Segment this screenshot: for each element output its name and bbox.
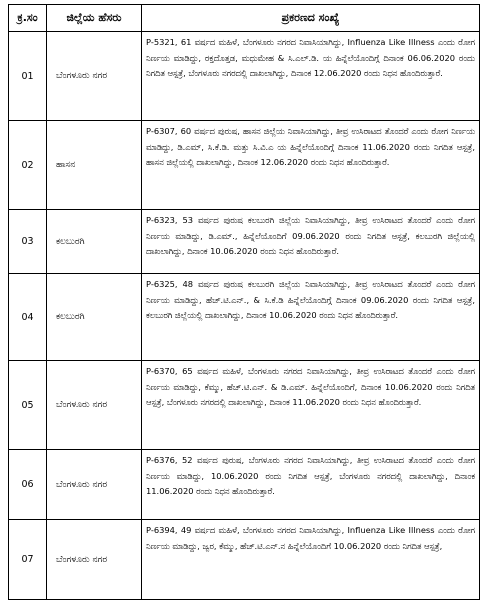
case-details-cell: P-6394, 49 ವರ್ಷದ ಮಹಿಳೆ, ಬೆಂಗಳೂರು ನಗರದ ನಿವಾಸಿಯಾಗಿದ್ದು, Influenza Like Illness ಎಂದು ರೋಗ ನಿರ್ಣಯ ಮಾಡಿದ್ದು, ಜ್ವರ, ಕೆಮ್ಮು, ಹೆಚ್.ಟಿ.ಎನ್.ನ ಹಿನ್ನೆಲೆಯೊಂದಿಗೆ 10.06.2020 ರಂದು ನಿಗದಿತ ಆಸ್ಪತ್ರೆ,	[142, 520, 480, 600]
header-serial-no: ಕ್ರ.ಸಂ	[9, 5, 47, 32]
table-row	[9, 210, 480, 274]
case-details-cell: P-6323, 53 ವರ್ಷದ ಪುರುಷ ಕಲಬುರಗಿ ಜಿಲ್ಲೆಯ ನಿವಾಸಿಯಾಗಿದ್ದು, ತೀವ್ರ ಉಸಿರಾಟದ ತೊಂದರೆ ಎಂದು ರೋಗ ನಿರ್ಣಯ ಮಾಡಿದ್ದು, ಡಿ.ಎಮ್., ಹಿನ್ನೆಲೆಯೊಂದಿಗೆ 09.06.2020 ರಂದು ನಿಗದಿತ ಆಸ್ಪತ್ರೆ, ಕಲಬುರಗಿ ಜಿಲ್ಲೆಯಲ್ಲಿ ದಾಖಲಾಗಿದ್ದು, ದಿನಾಂಕ 10.06.2020 ರಂದು ನಿಧನ ಹೊಂದಿರುತ್ತಾರೆ.	[142, 210, 480, 274]
district-cell: ಬೆಂಗಳೂರು ನಗರ	[47, 450, 142, 520]
serial-no-cell: 04	[9, 274, 47, 361]
table-row	[9, 121, 480, 210]
case-table	[8, 4, 480, 600]
district-cell: ಕಲಬುರಗಿ	[47, 210, 142, 274]
case-details-cell: P-6325, 48 ವರ್ಷದ ಪುರುಷ ಕಲಬುರಗಿ ಜಿಲ್ಲೆಯ ನಿವಾಸಿಯಾಗಿದ್ದು, ತೀವ್ರ ಉಸಿರಾಟದ ತೊಂದರೆ ಎಂದು ರೋಗ ನಿರ್ಣಯ ಮಾಡಿದ್ದು, ಹೆಚ್.ಟಿ.ಎನ್., & ಸಿ.ಕೆ.ಡಿ ಹಿನ್ನೆಲೆಯೊಂದಿಗ್ಗೆ ದಿನಾಂಕ 09.06.2020 ರಂದು ನಿಗದಿತ ಆಸ್ಪತ್ರೆ, ಕಲಬುರಗಿ ಜಿಲ್ಲೆಯಲ್ಲಿ ದಾಖಲಾಗಿದ್ದು, ದಿನಾಂಕ 10.06.2020 ರಂದು ನಿಧನ ಹೊಂದಿರುತ್ತಾರೆ.	[142, 274, 480, 361]
table-row	[9, 361, 480, 450]
table-row	[9, 450, 480, 520]
district-cell: ಹಾಸನ	[47, 121, 142, 210]
header-row	[9, 5, 480, 32]
header-case-details: ಪ್ರಕರಣದ ಸಂಖ್ಯೆ	[142, 5, 480, 32]
serial-no-cell: 02	[9, 121, 47, 210]
district-cell: ಬೆಂಗಳೂರು ನಗರ	[47, 520, 142, 600]
table-row	[9, 274, 480, 361]
district-cell: ಬೆಂಗಳೂರು ನಗರ	[47, 361, 142, 450]
case-details-cell: P-6376, 52 ವರ್ಷದ ಪುರುಷ, ಬೆಂಗಳೂರು ನಗರದ ನಿವಾಸಿಯಾಗಿದ್ದು, ತೀವ್ರ ಉಸಿರಾಟದ ತೊಂದರೆ ಎಂದು ರೋಗ ನಿರ್ಣಯ ಮಾಡಿದ್ದು, 10.06.2020 ರಂದು ನಿಗದಿತ ಆಸ್ಪತ್ರೆ, ಬೆಂಗಳೂರು ನಗರದಲ್ಲಿ ದಾಖಲಾಗಿದ್ದು, ದಿನಾಂಕ 11.06.2020 ರಂದು ನಿಧನ ಹೊಂದಿರುತ್ತಾರೆ.	[142, 450, 480, 520]
district-cell: ಕಲಬುರಗಿ	[47, 274, 142, 361]
case-details-cell: P-6307, 60 ವರ್ಷದ ಪುರುಷ, ಹಾಸನ ಜಿಲ್ಲೆಯ ನಿವಾಸಿಯಾಗಿದ್ದು, ತೀವ್ರ ಉಸಿರಾಟದ ತೊಂದರೆ ಎಂದು ರೋಗ ನಿರ್ಣಯ ಮಾಡಿದ್ದು, ಡಿ.ಎಮ್, ಸಿ.ಕೆ.ಡಿ. ಮತ್ತು ಸಿ.ವಿ.ಎ ಯ ಹಿನ್ನೆಲೆಯೊಂದಿಗ್ಗೆ ದಿನಾಂಕ 11.06.2020 ರಂದು ನಿಗದಿತ ಆಸ್ಪತ್ರೆ, ಹಾಸನ ಜಿಲ್ಲೆಯಲ್ಲಿ ದಾಖಲಾಗಿದ್ದು, ದಿನಾಂಕ 12.06.2020 ರಂದು ನಿಧನ ಹೊಂದಿರುತ್ತಾರೆ.	[142, 121, 480, 210]
serial-no-cell: 01	[9, 32, 47, 121]
serial-no-cell: 03	[9, 210, 47, 274]
table-row	[9, 520, 480, 600]
serial-no-cell: 06	[9, 450, 47, 520]
serial-no-cell: 07	[9, 520, 47, 600]
district-cell: ಬೆಂಗಳೂರು ನಗರ	[47, 32, 142, 121]
case-details-cell: P-6370, 65 ವರ್ಷದ ಮಹಿಳೆ, ಬೆಂಗಳೂರು ನಗರದ ನಿವಾಸಿಯಾಗಿದ್ದು, ತೀವ್ರ ಉಸಿರಾಟದ ತೊಂದರೆ ಎಂದು ರೋಗ ನಿರ್ಣಯ ಮಾಡಿದ್ದು, ಕೆಮ್ಮು, ಹೆಚ್.ಟಿ.ಎನ್. & ಡಿ.ಎಮ್. ಹಿನ್ನೆಲೆಯೊಂದಿಗೆ, ದಿನಾಂಕ 10.06.2020 ರಂದು ನಿಗದಿತ ಆಸ್ಪತ್ರೆ, ಬೆಂಗಳೂರು ನಗರದಲ್ಲಿ ದಾಖಲಾಗಿದ್ದು, ದಿನಾಂಕ 11.06.2020 ರಂದು ನಿಧನ ಹೊಂದಿರುತ್ತಾರೆ.	[142, 361, 480, 450]
case-details-cell: P-5321, 61 ವರ್ಷದ ಮಹಿಳೆ, ಬೆಂಗಳೂರು ನಗರದ ನಿವಾಸಿಯಾಗಿದ್ದು, Influenza Like Illness ಎಂದು ರೋಗ ನಿರ್ಣಯ ಮಾಡಿದ್ದು, ರಕ್ತದೊತ್ತಡ, ಮಧುಮೇಹ & ಸಿ.ಎಲ್.ಡಿ. ಯ ಹಿನ್ನೆಲೆಯೊಂದಿಗ್ಗೆ ದಿನಾಂಕ 06.06.2020 ರಂದು ನಿಗದಿತ ಆಸ್ಪತ್ರೆ, ಬೆಂಗಳೂರು ನಗರದಲ್ಲಿ ದಾಖಲಾಗಿದ್ದು, ದಿನಾಂಕ 12.06.2020 ರಂದು ನಿಧನ ಹೊಂದಿರುತ್ತಾರೆ.	[142, 32, 480, 121]
serial-no-cell: 05	[9, 361, 47, 450]
table-row	[9, 32, 480, 121]
header-district-name: ಜಿಲ್ಲೆಯ ಹೆಸರು	[47, 5, 142, 32]
